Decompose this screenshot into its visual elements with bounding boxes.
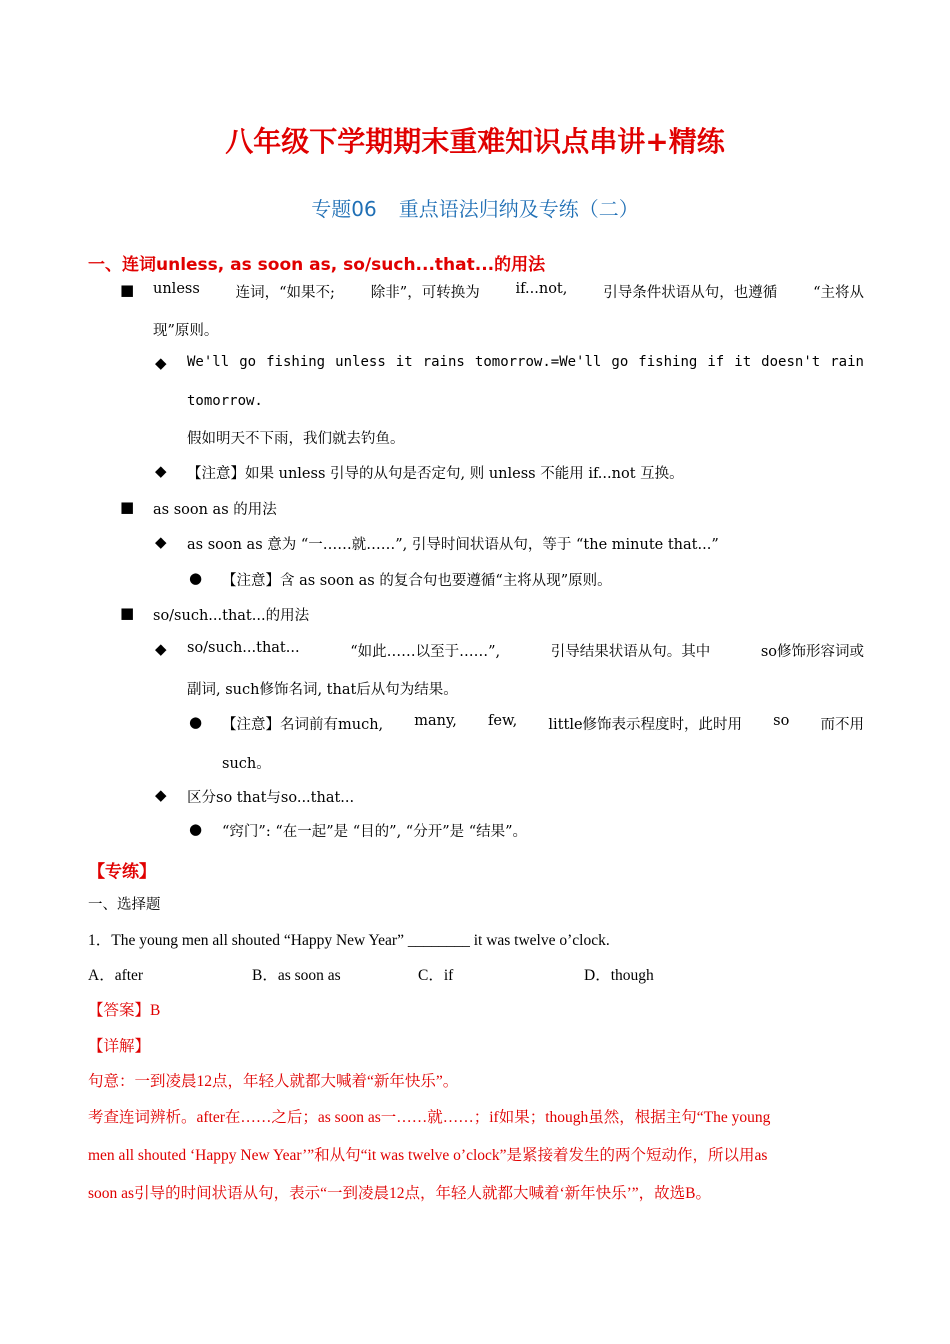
option-b: B．as soon as <box>252 967 341 984</box>
diamond-bullet-icon: ◆ <box>155 354 167 372</box>
dot-bullet-icon: ● <box>189 569 203 587</box>
practice-heading: 【专练】 <box>88 862 156 882</box>
square-bullet-icon: ■ <box>120 498 135 516</box>
subtitle-text: 重点语法归纳及专练（二） <box>398 197 639 221</box>
option-a: A．after <box>88 967 144 984</box>
square-bullet-icon: ■ <box>120 281 135 299</box>
sosuch-tip: “窍门”: “在一起”是 “目的”, “分开”是 “结果”。 <box>222 824 528 840</box>
detail-explanation-line1: 考查连词辨析。after在……之后；as soon as一……就……；if如果；though虽然，根据主句“The young <box>88 1109 771 1126</box>
diamond-bullet-icon: ◆ <box>155 533 167 551</box>
sosuch-description-line1: so/such...that... “如此……以至于……”, 引导结果状语从句。其中 so修饰形容词或 <box>187 640 864 660</box>
sosuch-distinguish: 区分so that与so...that... <box>187 790 355 806</box>
detail-explanation-line3: soon as引导的时间状语从句，表示“一到凌晨12点，年轻人就都大喊着‘新年快乐’”，故选B。 <box>88 1185 711 1202</box>
sosuch-note-line1: 【注意】名词前有much, many, few, little修饰表示程度时，此时用 so 而不用 <box>222 713 864 733</box>
document-subtitle <box>0 193 950 222</box>
diamond-bullet-icon: ◆ <box>155 462 167 480</box>
unless-example-line1: We'll go fishing unless it rains tomorrow.=We'll go fishing if it doesn't rain <box>187 354 864 370</box>
square-bullet-icon: ■ <box>120 604 135 622</box>
section-heading: 一、连词unless, as soon as, so/such...that...的用法 <box>88 255 546 275</box>
subtitle-number: 专题06 <box>311 197 377 221</box>
option-c: C．if <box>418 967 454 984</box>
option-d: D．though <box>584 967 654 984</box>
question-stem: 1．The young men all shouted “Happy New Year” ________ it was twelve o’clock. <box>88 932 610 949</box>
answer: 【答案】B <box>88 1002 161 1019</box>
document-title: 八年级下学期期末重难知识点串讲+精练 <box>225 125 725 158</box>
sosuch-description-line2: 副词, such修饰名词, that后从句为结果。 <box>187 682 458 698</box>
dot-bullet-icon: ● <box>189 820 203 838</box>
diamond-bullet-icon: ◆ <box>155 640 167 658</box>
unless-description-line1: unless 连词，“如果不; 除非”，可转换为 if...not, 引导条件状语从句，也遵循 “主将从 <box>153 281 864 301</box>
dot-bullet-icon: ● <box>189 713 203 731</box>
diamond-bullet-icon: ◆ <box>155 786 167 804</box>
unless-example-translation: 假如明天不下雨，我们就去钓鱼。 <box>187 431 405 447</box>
practice-section-title: 一、选择题 <box>88 897 161 913</box>
assoonas-title: as soon as 的用法 <box>153 502 277 518</box>
detail-translation: 句意：一到凌晨12点，年轻人就都大喊着“新年快乐”。 <box>88 1073 459 1090</box>
detail-explanation-line2: men all shouted ‘Happy New Year’”和从句“it was twelve o’clock”是紧接着发生的两个短动作，所以用as <box>88 1147 768 1164</box>
unless-example-line2: tomorrow. <box>187 393 263 409</box>
sosuch-note-line2: such。 <box>222 756 271 772</box>
unless-description-line2: 现”原则。 <box>153 323 219 339</box>
assoonas-meaning: as soon as 意为 “一……就……”, 引导时间状语从句，等于 “the minute that...” <box>187 537 719 553</box>
unless-note: 【注意】如果 unless 引导的从句是否定句, 则 unless 不能用 if...not 互换。 <box>187 466 684 482</box>
detail-label: 【详解】 <box>88 1038 151 1055</box>
assoonas-note: 【注意】含 as soon as 的复合句也要遵循“主将从现”原则。 <box>222 573 612 589</box>
sosuch-title: so/such...that...的用法 <box>153 608 310 624</box>
